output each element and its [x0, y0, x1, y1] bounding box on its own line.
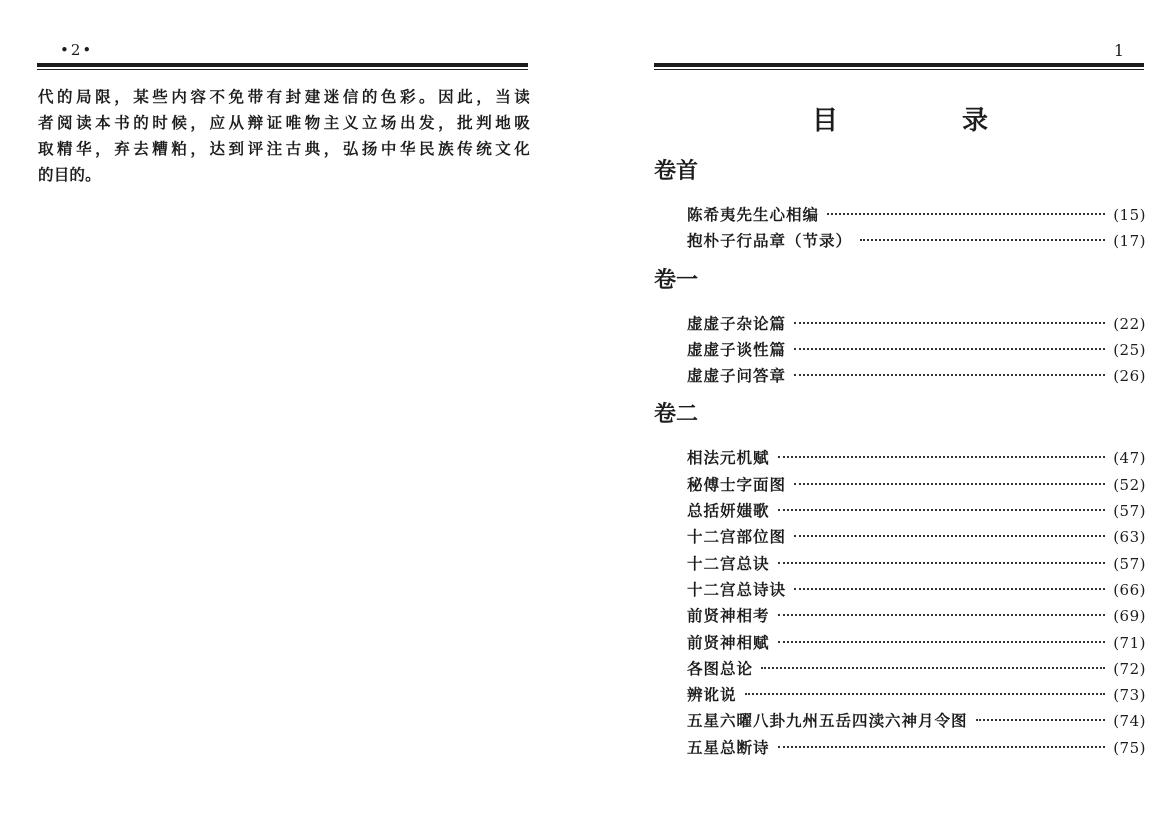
- entry-title: 虚虚子问答章: [687, 366, 787, 386]
- entry-page-number: (69): [1113, 607, 1146, 626]
- toc-title-char: 录: [961, 106, 988, 136]
- entry-title: 虚虚子谈性篇: [687, 339, 787, 359]
- dot-leader: [778, 508, 1106, 511]
- dot-leader: [860, 238, 1105, 241]
- toc-entry: [687, 202, 1146, 228]
- entry-page-number: (74): [1113, 712, 1146, 731]
- toc-entry: [687, 630, 1146, 656]
- entry-page-number: (17): [1113, 232, 1146, 251]
- entry-page-number: (26): [1113, 367, 1146, 386]
- toc-entry: [687, 577, 1146, 603]
- entry-page-number: (52): [1113, 475, 1146, 494]
- entry-page-number: (25): [1113, 340, 1146, 359]
- toc-entry: [687, 708, 1146, 734]
- dot-leader: [778, 640, 1106, 643]
- entry-title: 辨讹说: [687, 685, 737, 705]
- toc-title-char: 目: [812, 106, 839, 136]
- page-number: 1: [1113, 41, 1124, 60]
- dot-leader: [778, 745, 1106, 748]
- entry-list: [654, 295, 1146, 402]
- entry-title: 五星总断诗: [687, 737, 770, 757]
- entry-title: 十二宫总诗诀: [687, 579, 787, 599]
- dot-leader: [778, 613, 1106, 616]
- entry-title: 陈希夷先生心相编: [687, 205, 820, 224]
- header-rule-thick: [37, 63, 528, 67]
- dot-leader: [976, 718, 1106, 721]
- entry-page-number: (66): [1113, 580, 1146, 599]
- entry-title: 前贤神相考: [687, 606, 770, 626]
- entry-page-number: (63): [1113, 528, 1146, 547]
- toc-entry: [687, 311, 1146, 337]
- toc-title: [812, 100, 988, 137]
- body-line: 的目的。: [38, 165, 101, 184]
- entry-page-number: (75): [1113, 738, 1146, 757]
- dot-leader: [778, 455, 1106, 458]
- section-heading: 卷首: [654, 159, 699, 184]
- entry-page-number: (72): [1113, 659, 1146, 678]
- entry-title: 抱朴子行品章（节录）: [687, 231, 853, 251]
- dot-leader: [794, 587, 1105, 590]
- toc-entry: [687, 682, 1146, 708]
- entry-list: [654, 186, 1146, 267]
- entry-title: 十二宫总诀: [687, 553, 770, 573]
- dot-leader: [794, 321, 1105, 324]
- toc-entry: [687, 445, 1146, 471]
- body-line: 取精华，弃去糟粕，达到评注古典，弘扬中华民族传统文化: [38, 139, 530, 158]
- header-rule-thick: [654, 63, 1144, 67]
- entry-title: 相法元机赋: [687, 448, 770, 468]
- entry-title: 秘傅士字面图: [687, 474, 787, 494]
- right-page: [588, 0, 1176, 827]
- toc-entry: [687, 551, 1146, 577]
- header-rule-thin: [37, 69, 528, 70]
- toc-list: [654, 158, 1146, 773]
- toc-entry: [687, 656, 1146, 682]
- toc-section: [654, 158, 1146, 267]
- toc-entry: [687, 363, 1146, 389]
- body-line: 代的局限，某些内容不免带有封建迷信的色彩。因此，当读: [38, 87, 530, 106]
- entry-title: 虚虚子杂论篇: [687, 313, 787, 333]
- toc-entry: [687, 472, 1146, 498]
- toc-entry: [687, 337, 1146, 363]
- section-heading: 卷一: [654, 267, 699, 293]
- entry-page-number: (57): [1113, 502, 1146, 521]
- toc-entry: [687, 498, 1146, 524]
- body-line: 者阅读本书的时候，应从辩证唯物主义立场出发，批判地吸: [38, 113, 530, 132]
- entry-page-number: (47): [1113, 449, 1146, 468]
- entry-title: 各图总论: [687, 658, 754, 678]
- dot-leader: [745, 692, 1106, 695]
- toc-entry: [687, 524, 1146, 550]
- dot-leader: [794, 373, 1105, 376]
- toc-entry: [687, 603, 1146, 629]
- section-heading: 卷二: [654, 402, 699, 428]
- entry-page-number: (57): [1113, 554, 1146, 573]
- dot-leader: [778, 561, 1106, 564]
- dot-leader: [794, 534, 1105, 537]
- entry-page-number: (73): [1113, 686, 1146, 705]
- entry-page-number: (71): [1113, 633, 1146, 652]
- body-paragraph: [38, 84, 530, 188]
- page-number: •2•: [60, 41, 94, 59]
- entry-page-number: (15): [1113, 206, 1146, 224]
- dot-leader: [794, 347, 1105, 350]
- dot-leader: [794, 482, 1105, 485]
- entry-title: 十二宫部位图: [687, 527, 787, 547]
- entry-list: [654, 429, 1146, 773]
- dot-leader: [827, 212, 1105, 215]
- entry-title: 前贤神相赋: [687, 632, 770, 652]
- toc-section: [654, 401, 1146, 773]
- dot-leader: [761, 666, 1105, 669]
- entry-title: 总括妍媸歌: [687, 501, 770, 521]
- entry-title: 五星六曜八卦九州五岳四渎六神月令图: [687, 711, 968, 731]
- header-rule-thin: [654, 69, 1144, 70]
- entry-page-number: (22): [1113, 314, 1146, 333]
- toc-section: [654, 267, 1146, 402]
- toc-entry: [687, 735, 1146, 761]
- toc-entry: [687, 228, 1146, 254]
